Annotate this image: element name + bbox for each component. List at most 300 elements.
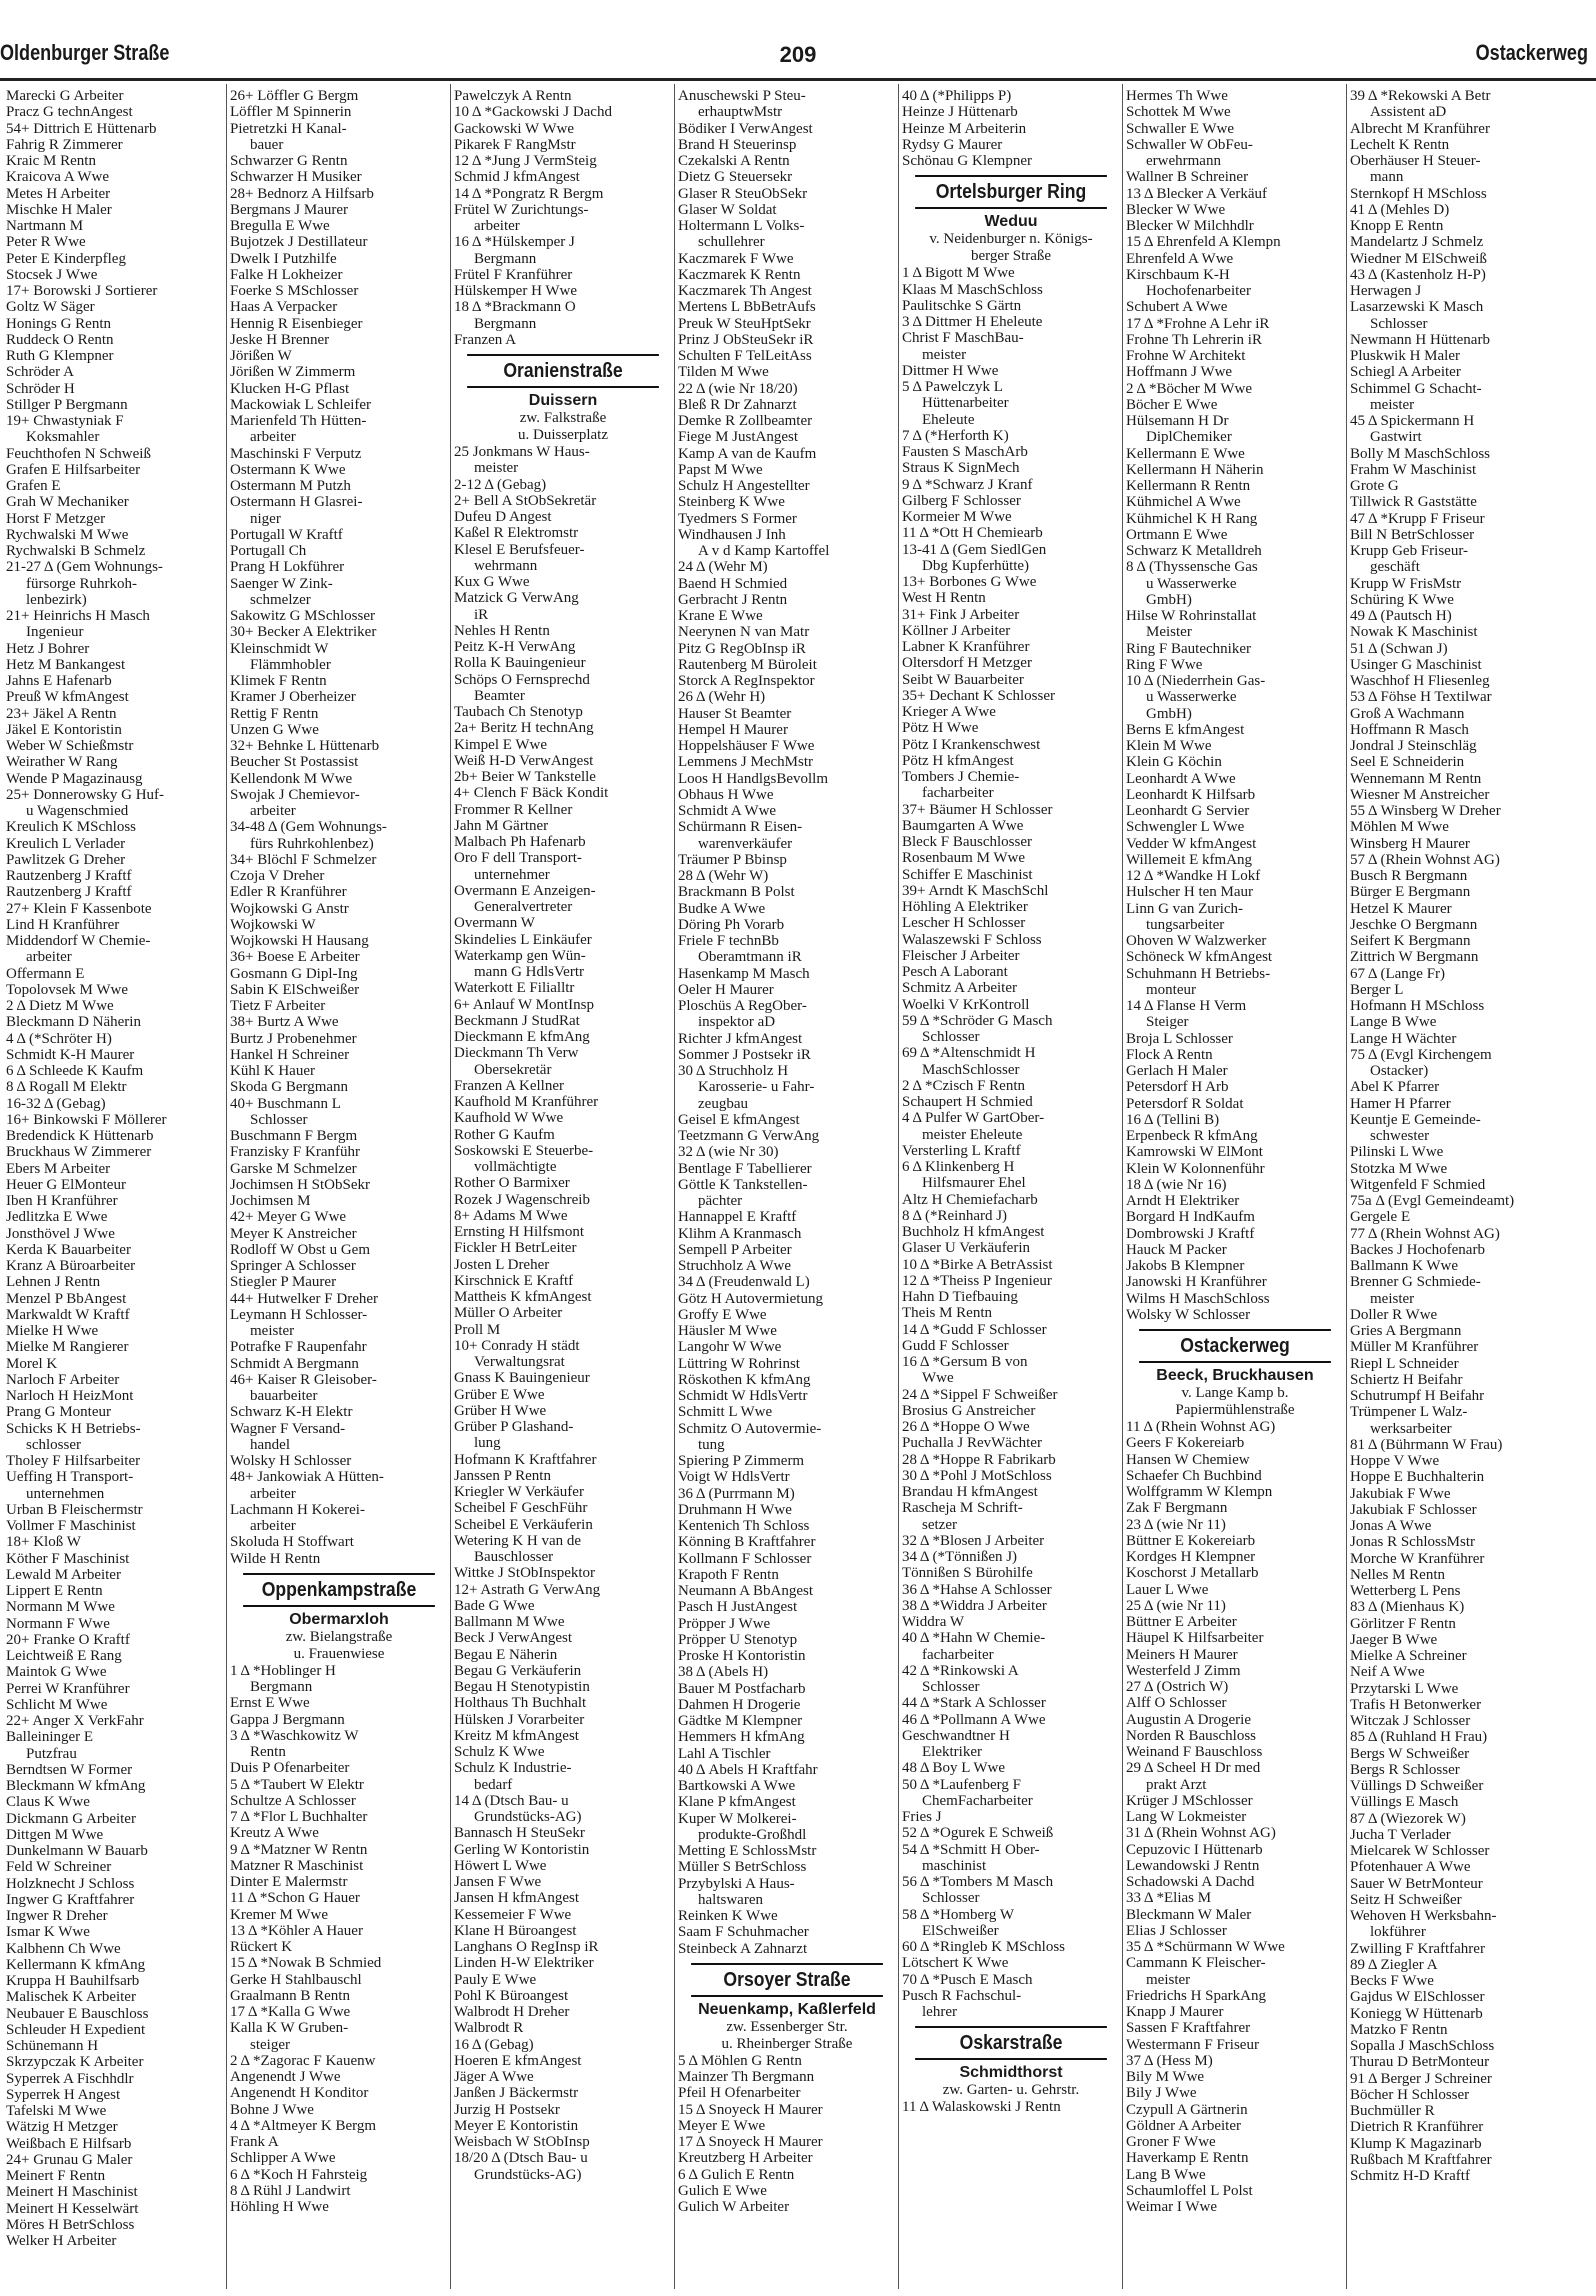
listing-entry: Müller M Kranführer: [1350, 1339, 1479, 1356]
listing-continuation: produkte-Großhdl: [698, 1826, 807, 1843]
listing-entry: 16 Δ *Hülskemper J: [454, 234, 575, 251]
listing-entry: Anuschewski P Steu-: [678, 88, 806, 104]
listing-entry: Morel K: [6, 1355, 58, 1372]
listing-entry: Gerlach H Maler: [1126, 1063, 1228, 1079]
listing-entry: Ernst E Wwe: [230, 1695, 310, 1712]
listing-entry: Pracz G technAngest: [6, 104, 133, 121]
listing-entry: 49 Δ (Pautsch H): [1350, 608, 1452, 624]
listing-entry: Langhans O RegInsp iR: [454, 1939, 599, 1955]
listing-entry: Kollmann F Schlosser: [678, 1550, 812, 1567]
listing-entry: Rettig F Rentn: [230, 705, 319, 722]
listing-entry: Lescher H Schlosser: [902, 915, 1026, 932]
listing-continuation: bauarbeiter: [250, 1388, 318, 1404]
listing-continuation: meister: [1370, 396, 1415, 413]
listing-continuation: maschinist: [922, 1857, 987, 1874]
listing-continuation: Hilfsmaurer Ehel: [922, 1175, 1026, 1192]
listing-entry: 12+ Astrath G VerwAng: [454, 1581, 601, 1598]
listing-entry: Göttle K Tankstellen-: [678, 1176, 808, 1193]
listing-continuation: mann G HdlsVertr: [474, 964, 584, 980]
listing-entry: Flock A Rentn: [1126, 1046, 1213, 1063]
listing-entry: Bannasch H SteuSekr: [454, 1825, 585, 1842]
listing-entry: Mielcarek W Schlosser: [1350, 1843, 1490, 1859]
listing-entry: Kalbhenn Ch Wwe: [6, 1940, 121, 1957]
listing-entry: Narloch F Arbeiter: [6, 1371, 120, 1388]
listing-entry: Schröder H: [6, 380, 75, 397]
listing-entry: Schadowski A Dachd: [1126, 1874, 1255, 1890]
listing-entry: Bohne J Wwe: [230, 2101, 314, 2118]
listing-entry: Begau G Verkäuferin: [454, 1662, 582, 1679]
listing-entry: Unzen G Wwe: [230, 721, 319, 738]
listing-entry: Norden R Bauschloss: [1126, 1727, 1256, 1744]
listing-entry: Köllner J Arbeiter: [902, 622, 1011, 639]
listing-entry: Potrafke F Raupenfahr: [230, 1339, 367, 1356]
listing-entry: Hofmann H MSchloss: [1350, 998, 1485, 1014]
column-3: [454, 88, 672, 2288]
listing-continuation: meister Eheleute: [922, 1126, 1023, 1143]
listing-entry: Pasch H JustAngest: [678, 1599, 798, 1616]
listing-entry: Brandau H kfmAngest: [902, 1484, 1038, 1500]
listing-entry: 2b+ Beier W Tankstelle: [454, 769, 596, 785]
listing-entry: Sternkopf H MSchloss: [1350, 185, 1487, 202]
listing-continuation: Karosserie- u Fahr-: [698, 1079, 815, 1096]
listing-entry: Kordges H Klempner: [1126, 1549, 1256, 1565]
listing-entry: 18 Δ (wie Nr 16): [1126, 1176, 1227, 1193]
listing-entry: Skrzypczak K Arbeiter: [6, 2054, 144, 2071]
listing-entry: Böcher H Schlosser: [1350, 2086, 1470, 2103]
listing-entry: Klaas M MaschSchloss: [902, 281, 1043, 298]
listing-entry: 44 Δ *Stark A Schlosser: [902, 1695, 1046, 1712]
listing-entry: Böcher E Wwe: [1126, 396, 1218, 413]
listing-continuation: GmbH): [1146, 705, 1192, 722]
listing-entry: Kellermann R Rentn: [1126, 478, 1251, 494]
listing-entry: Klucken H-G Pflast: [230, 380, 350, 397]
listing-entry: 6 Δ Klinkenberg H: [902, 1159, 1015, 1175]
listing-entry: Krüger J MSchlosser: [1126, 1792, 1253, 1809]
listing-entry: Woelki V KrKontroll: [902, 996, 1030, 1013]
column-divider: [1122, 84, 1123, 2289]
listing-entry: Horst F Metzger: [6, 510, 106, 527]
listing-entry: Prinz J ObSteuSekr iR: [678, 331, 814, 348]
listing-continuation: schullehrer: [698, 234, 765, 251]
listing-entry: Borgard H IndKaufm: [1126, 1209, 1255, 1226]
listing-continuation: Flämmhobler: [250, 656, 331, 673]
listing-entry: Schleuder H Expedient: [6, 2021, 146, 2038]
listing-entry: Christ F MaschBau-: [902, 330, 1024, 347]
listing-entry: Bily M Wwe: [1126, 2069, 1205, 2085]
listing-entry: Ring F Wwe: [1126, 656, 1203, 673]
listing-entry: 5 Δ *Taubert W Elektr: [230, 1776, 364, 1793]
listing-entry: Klimek F Rentn: [230, 673, 327, 689]
listing-continuation: erwehrmann: [1146, 153, 1221, 169]
listing-entry: Maintok G Wwe: [6, 1664, 107, 1681]
listing-entry: Dittgen M Wwe: [6, 1826, 104, 1843]
listing-entry: Jonas R SchlossMstr: [1350, 1534, 1476, 1551]
listing-entry: Malbach Ph Hafenarb: [454, 834, 586, 850]
listing-continuation: warenverkäufer: [698, 835, 793, 852]
listing-continuation: Ostacker): [1370, 1063, 1429, 1079]
listing-entry: Klihm A Kranmasch: [678, 1225, 802, 1242]
listing-entry: Neubauer E Bauschloss: [6, 2005, 149, 2022]
listing-continuation: Bergmann: [474, 250, 537, 267]
listing-entry: Schmidt A Wwe: [678, 803, 777, 819]
listing-entry: Marecki G Arbeiter: [6, 88, 124, 104]
listing-entry: Prang G Monteur: [6, 1404, 111, 1421]
listing-entry: 85 Δ (Ruhland H Frau): [1350, 1729, 1488, 1746]
listing-entry: Langohr W Wwe: [678, 1339, 782, 1356]
listing-entry: Meinert F Rentn: [6, 2168, 106, 2184]
listing-entry: Rautzenberg J Kraftf: [6, 884, 132, 901]
listing-entry: Waschhof H Fliesenleg: [1350, 673, 1490, 689]
listing-entry: Vollmer F Maschinist: [6, 1518, 136, 1534]
listing-continuation: Verwaltungsrat: [474, 1354, 565, 1370]
header-rule: [0, 78, 1596, 81]
listing-entry: Mischke H Maler: [6, 201, 112, 218]
listing-continuation: GmbH): [1146, 591, 1192, 608]
listing-entry: Wetterberg L Pens: [1350, 1583, 1461, 1599]
listing-entry: Labner K Kranführer: [902, 639, 1030, 655]
listing-entry: 6+ Anlauf W MontInsp: [454, 996, 594, 1013]
listing-entry: 40 Δ *Hahn W Chemie-: [902, 1630, 1046, 1647]
listing-continuation: pächter: [698, 1193, 743, 1209]
district-name: Duissern: [528, 392, 598, 409]
listing-entry: 12 Δ *Jung J VermSteig: [454, 153, 597, 169]
listing-continuation: meister: [922, 346, 967, 363]
listing-entry: Lechelt K Rentn: [1350, 136, 1450, 153]
listing-entry: Herwagen J: [1350, 283, 1422, 299]
district-name: Beeck, Bruckhausen: [1156, 1367, 1314, 1384]
listing-entry: Klump K Magazinarb: [1350, 2135, 1482, 2152]
listing-entry: Tholey F Hilfsarbeiter: [6, 1453, 141, 1469]
listing-entry: 1 Δ Bigott M Wwe: [902, 265, 1015, 282]
listing-entry: Kalla K W Gruben-: [230, 2020, 349, 2037]
listing-entry: Jonas A Wwe: [1350, 1518, 1432, 1534]
listing-entry: Janowski H Kranführer: [1126, 1274, 1267, 1291]
column-1: [6, 88, 224, 2288]
listing-entry: Schmitt L Wwe: [678, 1404, 773, 1421]
listing-entry: Sempell P Arbeiter: [678, 1241, 792, 1258]
listing-entry: 2 Δ Dietz M Wwe: [6, 998, 114, 1014]
listing-entry: Ohoven W Walzwerker: [1126, 933, 1267, 949]
listing-entry: Pfotenhauer A Wwe: [1350, 1859, 1471, 1876]
listing-entry: Czypull A Gärtnerin: [1126, 2101, 1248, 2118]
listing-entry: Kraicova A Wwe: [6, 169, 110, 186]
listing-entry: Klesel E Berufsfeuer-: [454, 541, 585, 558]
listing-entry: Wende P Magazinausg: [6, 770, 143, 787]
column-divider: [898, 84, 899, 2289]
listing-entry: Schöneck W kfmAngest: [1126, 949, 1273, 966]
listing-entry: 4 Δ *Altmeyer K Bergm: [230, 2117, 377, 2134]
listing-entry: Bregulla E Wwe: [230, 218, 330, 234]
listing-entry: Ebers M Arbeiter: [6, 1160, 111, 1177]
listing-entry: Kimpel E Wwe: [454, 736, 548, 753]
listing-entry: Bleß R Dr Zahnarzt: [678, 396, 797, 413]
listing-entry: Hoppe E Buchhalterin: [1350, 1469, 1485, 1486]
listing-continuation: Ingenieur: [26, 624, 84, 641]
listing-entry: Balleininger E: [6, 1729, 94, 1746]
listing-entry: Groß A Wachmann: [1350, 705, 1465, 722]
listing-entry: Rußbach M Kraftfahrer: [1350, 2151, 1492, 2168]
listing-entry: 42+ Meyer G Wwe: [230, 1209, 347, 1226]
listing-entry: Fickler H BetrLeiter: [454, 1240, 577, 1257]
listing-entry: Meyer E Kontoristin: [454, 2117, 579, 2134]
listing-entry: 10 Δ *Birke A BetrAssist: [902, 1256, 1053, 1273]
listing-entry: 52 Δ *Ogurek E Schweiß: [902, 1825, 1054, 1842]
listing-entry: Weimar I Wwe: [1126, 2199, 1217, 2215]
listing-entry: Metes H Arbeiter: [6, 185, 111, 202]
listing-entry: Schicks K H Betriebs-: [6, 1420, 141, 1437]
listing-entry: Skoda G Bergmann: [230, 1079, 349, 1096]
listing-entry: Kreutzberg H Arbeiter: [678, 2150, 813, 2167]
street-heading: Orsoyer Straße: [691, 1963, 883, 1997]
listing-entry: 35 Δ *Schürmann W Wwe: [1126, 1939, 1285, 1955]
listing-entry: Jonsthövel J Wwe: [6, 1225, 115, 1242]
listing-entry: Lewandowski J Rentn: [1126, 1857, 1260, 1874]
listing-continuation: bauer: [250, 136, 284, 153]
listing-entry: Bergs W Schweißer: [1350, 1745, 1470, 1762]
listing-entry: 46+ Kaiser R Gleisober-: [230, 1371, 377, 1388]
listing-entry: Friele F technBb: [678, 933, 779, 949]
listing-entry: Hoeren E kfmAngest: [454, 2052, 582, 2069]
listing-entry: Malischek K Arbeiter: [6, 1989, 136, 2006]
listing-entry: Doller R Wwe: [1350, 1306, 1438, 1323]
listing-entry: Cammann K Fleischer-: [1126, 1955, 1266, 1972]
listing-entry: Garske M Schmelzer: [230, 1160, 357, 1177]
listing-entry: 7 Δ *Flor L Buchhalter: [230, 1809, 368, 1825]
listing-entry: 18 Δ *Brackmann O: [454, 299, 576, 316]
listing-entry: Wehoven H Werksbahn-: [1350, 1908, 1497, 1924]
listing-continuation: meister: [250, 1323, 295, 1339]
listing-entry: Fries J: [902, 1809, 942, 1825]
listing-continuation: mann: [1370, 169, 1404, 186]
listing-entry: Oeler H Maurer: [678, 981, 774, 998]
listing-entry: Wiesner M Anstreicher: [1350, 786, 1490, 803]
listing-entry: 55 Δ Winsberg W Dreher: [1350, 803, 1501, 819]
listing-continuation: Beamter: [474, 687, 525, 704]
listing-entry: Schutrumpf H Beifahr: [1350, 1388, 1485, 1404]
listing-entry: Lüttring W Rohrinst: [678, 1355, 800, 1372]
listing-entry: 60 Δ *Ringleb K MSchloss: [902, 1939, 1066, 1955]
listing-entry: 32 Δ *Blosen J Arbeiter: [902, 1532, 1045, 1549]
listing-entry: Lange B Wwe: [1350, 1014, 1437, 1031]
listing-entry: 1 Δ *Hoblinger H: [230, 1662, 336, 1679]
listing-entry: 21-27 Δ (Gem Wohnungs-: [6, 559, 163, 576]
listing-entry: 54 Δ *Schmitt H Ober-: [902, 1841, 1040, 1858]
listing-entry: Schmitz O Autovermie-: [678, 1420, 822, 1437]
listing-continuation: prakt Arzt: [1146, 1776, 1207, 1793]
listing-entry: Ploschüs A RegOber-: [678, 998, 807, 1014]
listing-entry: Franzisky F Kranführ: [230, 1144, 360, 1161]
listing-entry: Dwelk I Putzhilfe: [230, 250, 337, 267]
listing-entry: Frütel W Zurichtungs-: [454, 201, 589, 218]
listing-entry: Scheibel F GeschFühr: [454, 1500, 588, 1517]
listing-entry: Gilberg F Schlosser: [902, 492, 1021, 509]
listing-entry: Schmitz H-D Kraftf: [1350, 2168, 1470, 2184]
listing-continuation: facharbeiter: [922, 785, 994, 802]
listing-entry: Löffler M Spinnerin: [230, 104, 352, 121]
listing-entry: Schüring K Wwe: [1350, 591, 1454, 608]
listing-entry: 10 Δ (Niederrhein Gas-: [1126, 673, 1266, 689]
listing-entry: Overmann W: [454, 915, 535, 932]
listing-continuation: Oberamtmann iR: [698, 949, 802, 966]
listing-continuation: tung: [698, 1436, 725, 1453]
listing-entry: Oberhäuser H Steuer-: [1350, 153, 1481, 169]
listing-entry: Jäger A Wwe: [454, 2069, 534, 2085]
running-head-left: Oldenburger Straße: [0, 40, 170, 65]
listing-entry: Schaupert H Schmied: [902, 1094, 1033, 1110]
listing-continuation: monteur: [1146, 981, 1196, 998]
listing-entry: Fahrig R Zimmerer: [6, 136, 123, 153]
listing-entry: Lewald M Arbeiter: [6, 1566, 121, 1583]
listing-entry: Nartmann M: [6, 218, 84, 234]
listing-entry: Richter J kfmAngest: [678, 1030, 803, 1047]
listing-entry: Hahn D Tiefbauing: [902, 1289, 1018, 1305]
listing-entry: Kellermann K kfmAng: [6, 1956, 146, 1973]
listing-entry: Hauser St Beamter: [678, 705, 792, 722]
listing-entry: Lehnen J Rentn: [6, 1274, 101, 1291]
listing-entry: Arndt H Elektriker: [1126, 1193, 1240, 1209]
listing-entry: Schöps O Fernsprechd: [454, 671, 590, 688]
listing-entry: Cepuzovic I Hüttenarb: [1126, 1841, 1263, 1858]
listing-entry: Schmidt A Bergmann: [230, 1355, 359, 1372]
listing-entry: 56 Δ *Tombers M Masch: [902, 1874, 1054, 1890]
listing-entry: Markwaldt W Kraftf: [6, 1306, 130, 1323]
column-4: [678, 88, 896, 2288]
listing-entry: Schimmel G Schacht-: [1350, 380, 1482, 397]
listing-entry: Mainzer Th Bergmann: [678, 2069, 815, 2085]
listing-entry: 34 Δ (*Tönnißen J): [902, 1549, 1018, 1565]
listing-continuation: geschäft: [1370, 559, 1420, 576]
listing-entry: Koschorst J Metallarb: [1126, 1565, 1259, 1582]
listing-entry: Grüber H Wwe: [454, 1402, 547, 1419]
listing-entry: Lange H Wächter: [1350, 1030, 1457, 1047]
listing-entry: Wittke J StObInspektor: [454, 1565, 596, 1582]
listing-entry: 14 Δ (Dtsch Bau- u: [454, 1792, 569, 1809]
listing-entry: Hoppelshäuser F Wwe: [678, 738, 815, 754]
listing-entry: Dinter E Malermstr: [230, 1874, 348, 1890]
listing-entry: 40 Δ (*Philipps P): [902, 88, 1012, 104]
listing-entry: 17+ Borowski J Sortierer: [6, 283, 158, 299]
listing-entry: Jakobs B Klempner: [1126, 1258, 1245, 1274]
listing-entry: Claus K Wwe: [6, 1794, 90, 1811]
listing-entry: Geers F Kokereiarb: [1126, 1435, 1245, 1452]
listing-continuation: Schlosser: [922, 1029, 980, 1045]
listing-entry: Rydsy G Maurer: [902, 136, 1003, 153]
listing-entry: Weirather W Rang: [6, 754, 118, 771]
listing-entry: Loos H HandlgsBevollm: [678, 770, 828, 787]
listing-entry: 37+ Bäumer H Schlosser: [902, 801, 1053, 818]
listing-entry: 40 Δ Abels H Kraftfahr: [678, 1761, 818, 1778]
listing-entry: 10+ Conrady H städt: [454, 1337, 580, 1354]
listing-entry: Pawlitzek G Dreher: [6, 851, 126, 868]
listing-entry: Wojkowski H Hausang: [230, 933, 369, 949]
listing-entry: 67 Δ (Lange Fr): [1350, 965, 1446, 982]
listing-entry: Keuntje E Gemeinde-: [1350, 1111, 1481, 1128]
listing-entry: Broja L Schlosser: [1126, 1030, 1233, 1047]
listing-entry: Baend H Schmied: [678, 575, 788, 592]
listing-entry: Preuß W kfmAngest: [6, 689, 129, 706]
listing-entry: Gajdus W ElSchlosser: [1350, 1989, 1485, 2006]
listing-entry: Pötz H Wwe: [902, 720, 979, 737]
listing-entry: Lang W Lokmeister: [1126, 1809, 1247, 1825]
listing-entry: 53 Δ Föhse H Textilwar: [1350, 689, 1492, 706]
listing-entry: Röskothen K kfmAng: [678, 1371, 811, 1388]
listing-entry: 34 Δ (Freudenwald L): [678, 1274, 810, 1291]
listing-entry: 2-12 Δ (Gebag): [454, 476, 547, 493]
listing-continuation: fürs Ruhrkohlenbez): [250, 835, 374, 852]
listing-entry: Oltersdorf H Metzger: [902, 655, 1032, 672]
listing-entry: Rozek J Wagenschreib: [454, 1191, 590, 1208]
listing-entry: Bruckhaus W Zimmerer: [6, 1144, 152, 1161]
listing-entry: 81 Δ (Bührmann W Frau): [1350, 1436, 1503, 1453]
listing-entry: 75 Δ (Evgl Kirchengem: [1350, 1046, 1492, 1063]
listing-entry: 48 Δ Boy L Wwe: [902, 1760, 1005, 1777]
listing-entry: Pikarek F RangMstr: [454, 136, 576, 153]
listing-entry: Jäkel E Kontoristin: [6, 721, 122, 738]
district-name: Schmidthorst: [959, 2064, 1063, 2082]
listing-entry: Ismar K Wwe: [6, 1924, 90, 1941]
listing-entry: 24 Δ *Sippel F Schweißer: [902, 1386, 1058, 1403]
listing-entry: 15 Δ Ehrenfeld A Klempn: [1126, 234, 1281, 251]
listing-entry: 24+ Grunau G Maler: [6, 2151, 133, 2168]
listing-entry: Franzen A: [454, 331, 517, 348]
listing-entry: Wojkowski W: [230, 916, 316, 933]
listing-entry: 26+ Löffler G Bergm: [230, 88, 359, 104]
listing-entry: Schwaller W ObFeu-: [1126, 136, 1253, 153]
listing-entry: Fiege M JustAngest: [678, 429, 798, 446]
listing-entry: Schröder A: [6, 364, 74, 381]
listing-entry: Widdra W: [902, 1614, 965, 1630]
listing-entry: Rychwalski B Schmelz: [6, 543, 146, 559]
column-divider: [450, 84, 451, 2289]
column-divider: [226, 84, 227, 2289]
listing-continuation: Hochofenarbeiter: [1146, 283, 1251, 299]
listing-entry: Bergmans J Maurer: [230, 201, 349, 218]
listing-entry: Jansen H kfmAngest: [454, 1890, 579, 1907]
listing-entry: Matzick G VerwAng: [454, 590, 579, 607]
listing-entry: Brand H Steuerinsp: [678, 136, 797, 153]
listing-entry: Lippert E Rentn: [6, 1583, 103, 1599]
listing-entry: Topolovsek M Wwe: [6, 981, 128, 998]
listing-entry: Brenner G Schmiede-: [1350, 1274, 1481, 1291]
listing-entry: Jondral J Steinschläg: [1350, 738, 1477, 754]
listing-entry: Rascheja M Schrift-: [902, 1500, 1023, 1517]
street-range: v. Neidenburger n. Königs-: [929, 231, 1093, 248]
listing-entry: Döring Ph Vorarb: [678, 916, 785, 933]
listing-entry: Kramer J Oberheizer: [230, 689, 356, 706]
listing-entry: 31+ Fink J Arbeiter: [902, 606, 1020, 623]
listing-entry: Hetz J Bohrer: [6, 640, 90, 657]
listing-entry: Kleinschmidt W: [230, 640, 329, 657]
listing-entry: Kühl K Hauer: [230, 1063, 315, 1079]
listing-entry: Gulich W Arbeiter: [678, 2199, 790, 2215]
listing-entry: Begau H Stenotypistin: [454, 1679, 590, 1695]
listing-entry: Przybylski A Haus-: [678, 1875, 795, 1892]
listing-entry: Hauck M Packer: [1126, 1241, 1227, 1258]
listing-entry: 13 Δ Blecker A Verkäuf: [1126, 185, 1268, 202]
listing-entry: Kaßel R Elektromstr: [454, 525, 579, 542]
listing-entry: Frohne W Architekt: [1126, 348, 1246, 364]
listing-entry: Kreulich K MSchloss: [6, 819, 136, 836]
listing-entry: Budke A Wwe: [678, 900, 766, 917]
listing-entry: Beckmann J StudRat: [454, 1012, 580, 1029]
listing-entry: Westerfeld J Zimm: [1126, 1662, 1241, 1679]
listing-entry: Kamp A van de Kaufm: [678, 445, 817, 462]
listing-entry: Schmitz A Arbeiter: [902, 980, 1017, 997]
listing-entry: Reinken K Wwe: [678, 1908, 778, 1924]
listing-continuation: fürsorge Ruhrkoh-: [26, 575, 137, 592]
listing-entry: Krane E Wwe: [678, 608, 763, 624]
listing-entry: Heuer G ElMonteur: [6, 1176, 126, 1193]
